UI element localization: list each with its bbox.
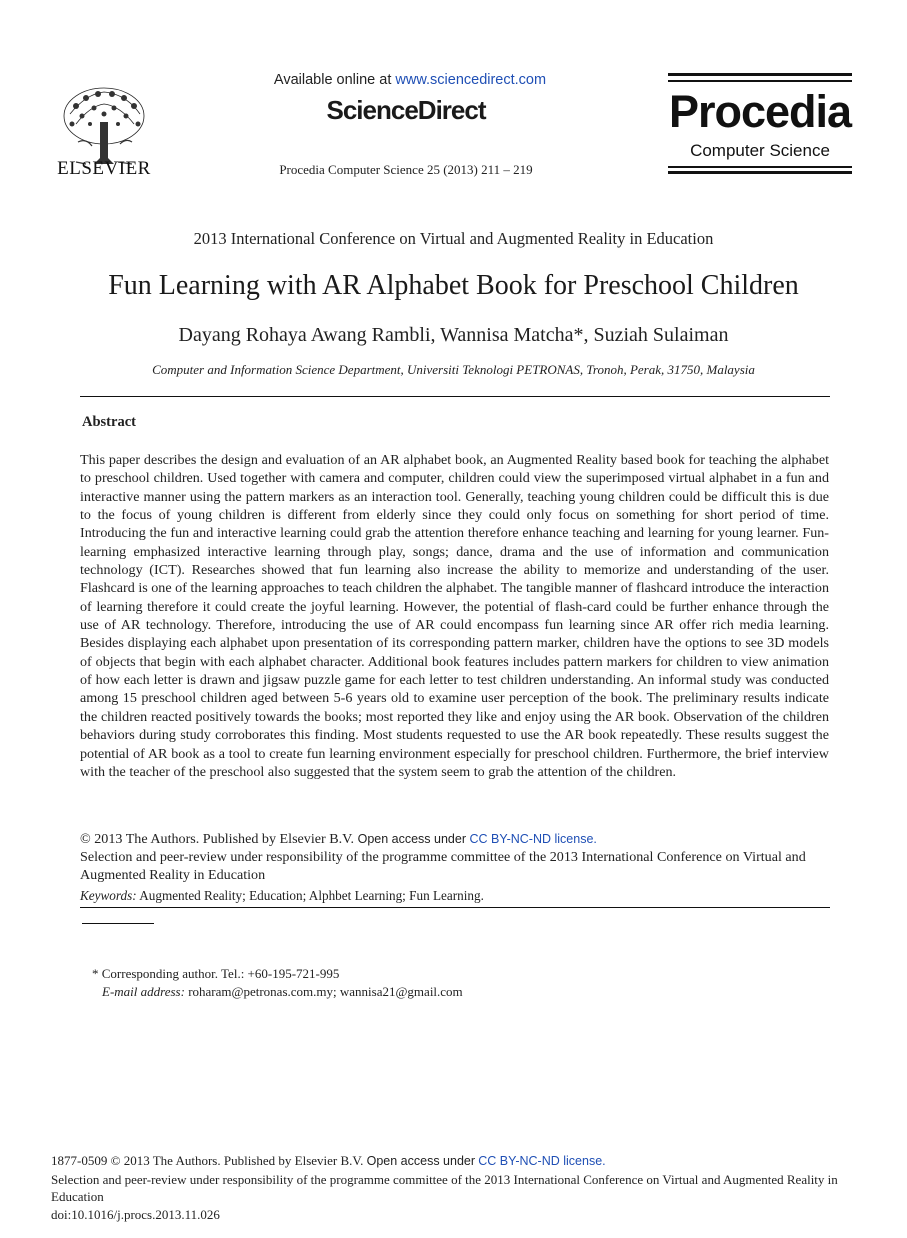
procedia-title: Procedia: [668, 86, 852, 137]
keywords-label: Keywords:: [80, 888, 137, 903]
license-link[interactable]: CC BY-NC-ND license.: [478, 1154, 606, 1168]
page-footer: [51, 1152, 851, 1223]
procedia-rule: [668, 80, 852, 82]
doi: doi:10.1016/j.procs.2013.11.026: [51, 1206, 220, 1222]
selection-statement: Selection and peer-review under responsibility of the programme committee of the 2013 International Conference on Virtual and Augmented Reality in Education: [80, 849, 806, 883]
open-access-label: Open access under: [357, 832, 466, 846]
email-addresses: roharam@petronas.com.my; wannisa21@gmail.com: [188, 984, 463, 999]
abstract-text: This paper describes the design and evaluation of an AR alphabet book, an Augmented Reality based book for teaching the alphabet to preschool children. Used together with camera and computer, children could view the superimposed virtual alphabet in a fun and interactive manner using the pattern markers as an interaction tool. Generally, teaching young children could be difficult this is due to the focus of young children is different from elderly since they could only focus on something for short period of time. Introducing the fun and interactive learning could grab the attention therefore enhance teaching and learning for young learner. Fun-learning emphasized interactive learning through play, songs; dance, drama and the use of information and communication technology (ICT). Researches showed that fun learning also increase the ability to memorize and understanding of the user. Flashcard is one of the learning approaches to teach children the alphabet. The tangible manner of flashcard introduce the interaction of learning therefore it could create the joyful learning. However, the potential of flash-card could be further enhance through the use of AR technology. Therefore, introducing the use of AR could encompass fun learning since AR offer rich media learning. Besides displaying each alphabet upon presentation of its corresponding pattern marker, children have the options to see 3D models of objects that begin with each alphabet character. Additional book features includes pattern markers for children to view animation of how each letter is drawn and jigsaw puzzle game for each letter to test children understanding. An informal study was conducted among 15 preschool children aged between 5-6 years old to examine user perception of the book. The preliminary results indicate the children reacted positively towards the books; most reported they like and enjoy using the AR book. Observation of the children behaviors during study corroborates this finding. Most students requested to use the AR book repeatedly. These results suggest the potential of AR book as a tool to create fun learning environment especially for preschool children. Furthermore, the brief interview with the teacher of the preschool also suggested that the system seem to grab the attention of the children.: [80, 452, 829, 780]
procedia-logo: [668, 73, 852, 175]
journal-reference: Procedia Computer Science 25 (2013) 211 – 219: [279, 162, 533, 177]
procedia-rule: [668, 171, 852, 174]
sciencedirect-logo: ScienceDirect: [326, 95, 486, 125]
conference-name: 2013 International Conference on Virtual and Augmented Reality in Education: [193, 229, 714, 248]
procedia-rule: [668, 166, 852, 168]
keywords-line: [80, 888, 832, 904]
email-line: [92, 983, 792, 1001]
procedia-rule: [668, 73, 852, 76]
open-access-label: Open access under: [366, 1154, 476, 1168]
issn-line: [51, 1152, 851, 1171]
license-link[interactable]: CC BY-NC-ND license.: [469, 832, 597, 846]
footer-selection: Selection and peer-review under responsibility of the programme committee of the 2013 International Conference on Virtual and Augmented Reality in Education: [51, 1171, 838, 1204]
paper-title: Fun Learning with AR Alphabet Book for Preschool Children: [108, 270, 799, 301]
email-label: E-mail address:: [102, 984, 185, 999]
corresponding-author: * Corresponding author. Tel.: +60-195-721-995: [92, 966, 340, 981]
copyright-block: [80, 830, 832, 884]
copyright-line: [80, 830, 832, 848]
copyright-text: © 2013 The Authors. Published by Elsevier B.V.: [80, 831, 355, 847]
procedia-subtitle: Computer Science: [690, 141, 830, 160]
elsevier-wordmark: ELSEVIER: [57, 158, 151, 179]
available-prefix: Available online at: [273, 72, 396, 88]
issn-text: 1877-0509 © 2013 The Authors. Published by Elsevier B.V.: [51, 1153, 364, 1168]
affiliation: Computer and Information Science Department, Universiti Teknologi PETRONAS, Tronoh, Perak, 31750, Malaysia: [152, 362, 755, 377]
sciencedirect-link[interactable]: www.sciencedirect.com: [395, 72, 547, 88]
abstract-heading: Abstract: [82, 414, 136, 430]
footnote: [92, 965, 792, 1001]
available-online-line: [240, 72, 580, 88]
divider: [80, 907, 830, 908]
divider: [80, 396, 830, 397]
footnote-rule: [82, 923, 154, 924]
author-list: Dayang Rohaya Awang Rambli, Wannisa Matcha*, Suziah Sulaiman: [178, 324, 729, 346]
keywords-text: Augmented Reality; Education; Alphbet Learning; Fun Learning.: [139, 888, 484, 903]
